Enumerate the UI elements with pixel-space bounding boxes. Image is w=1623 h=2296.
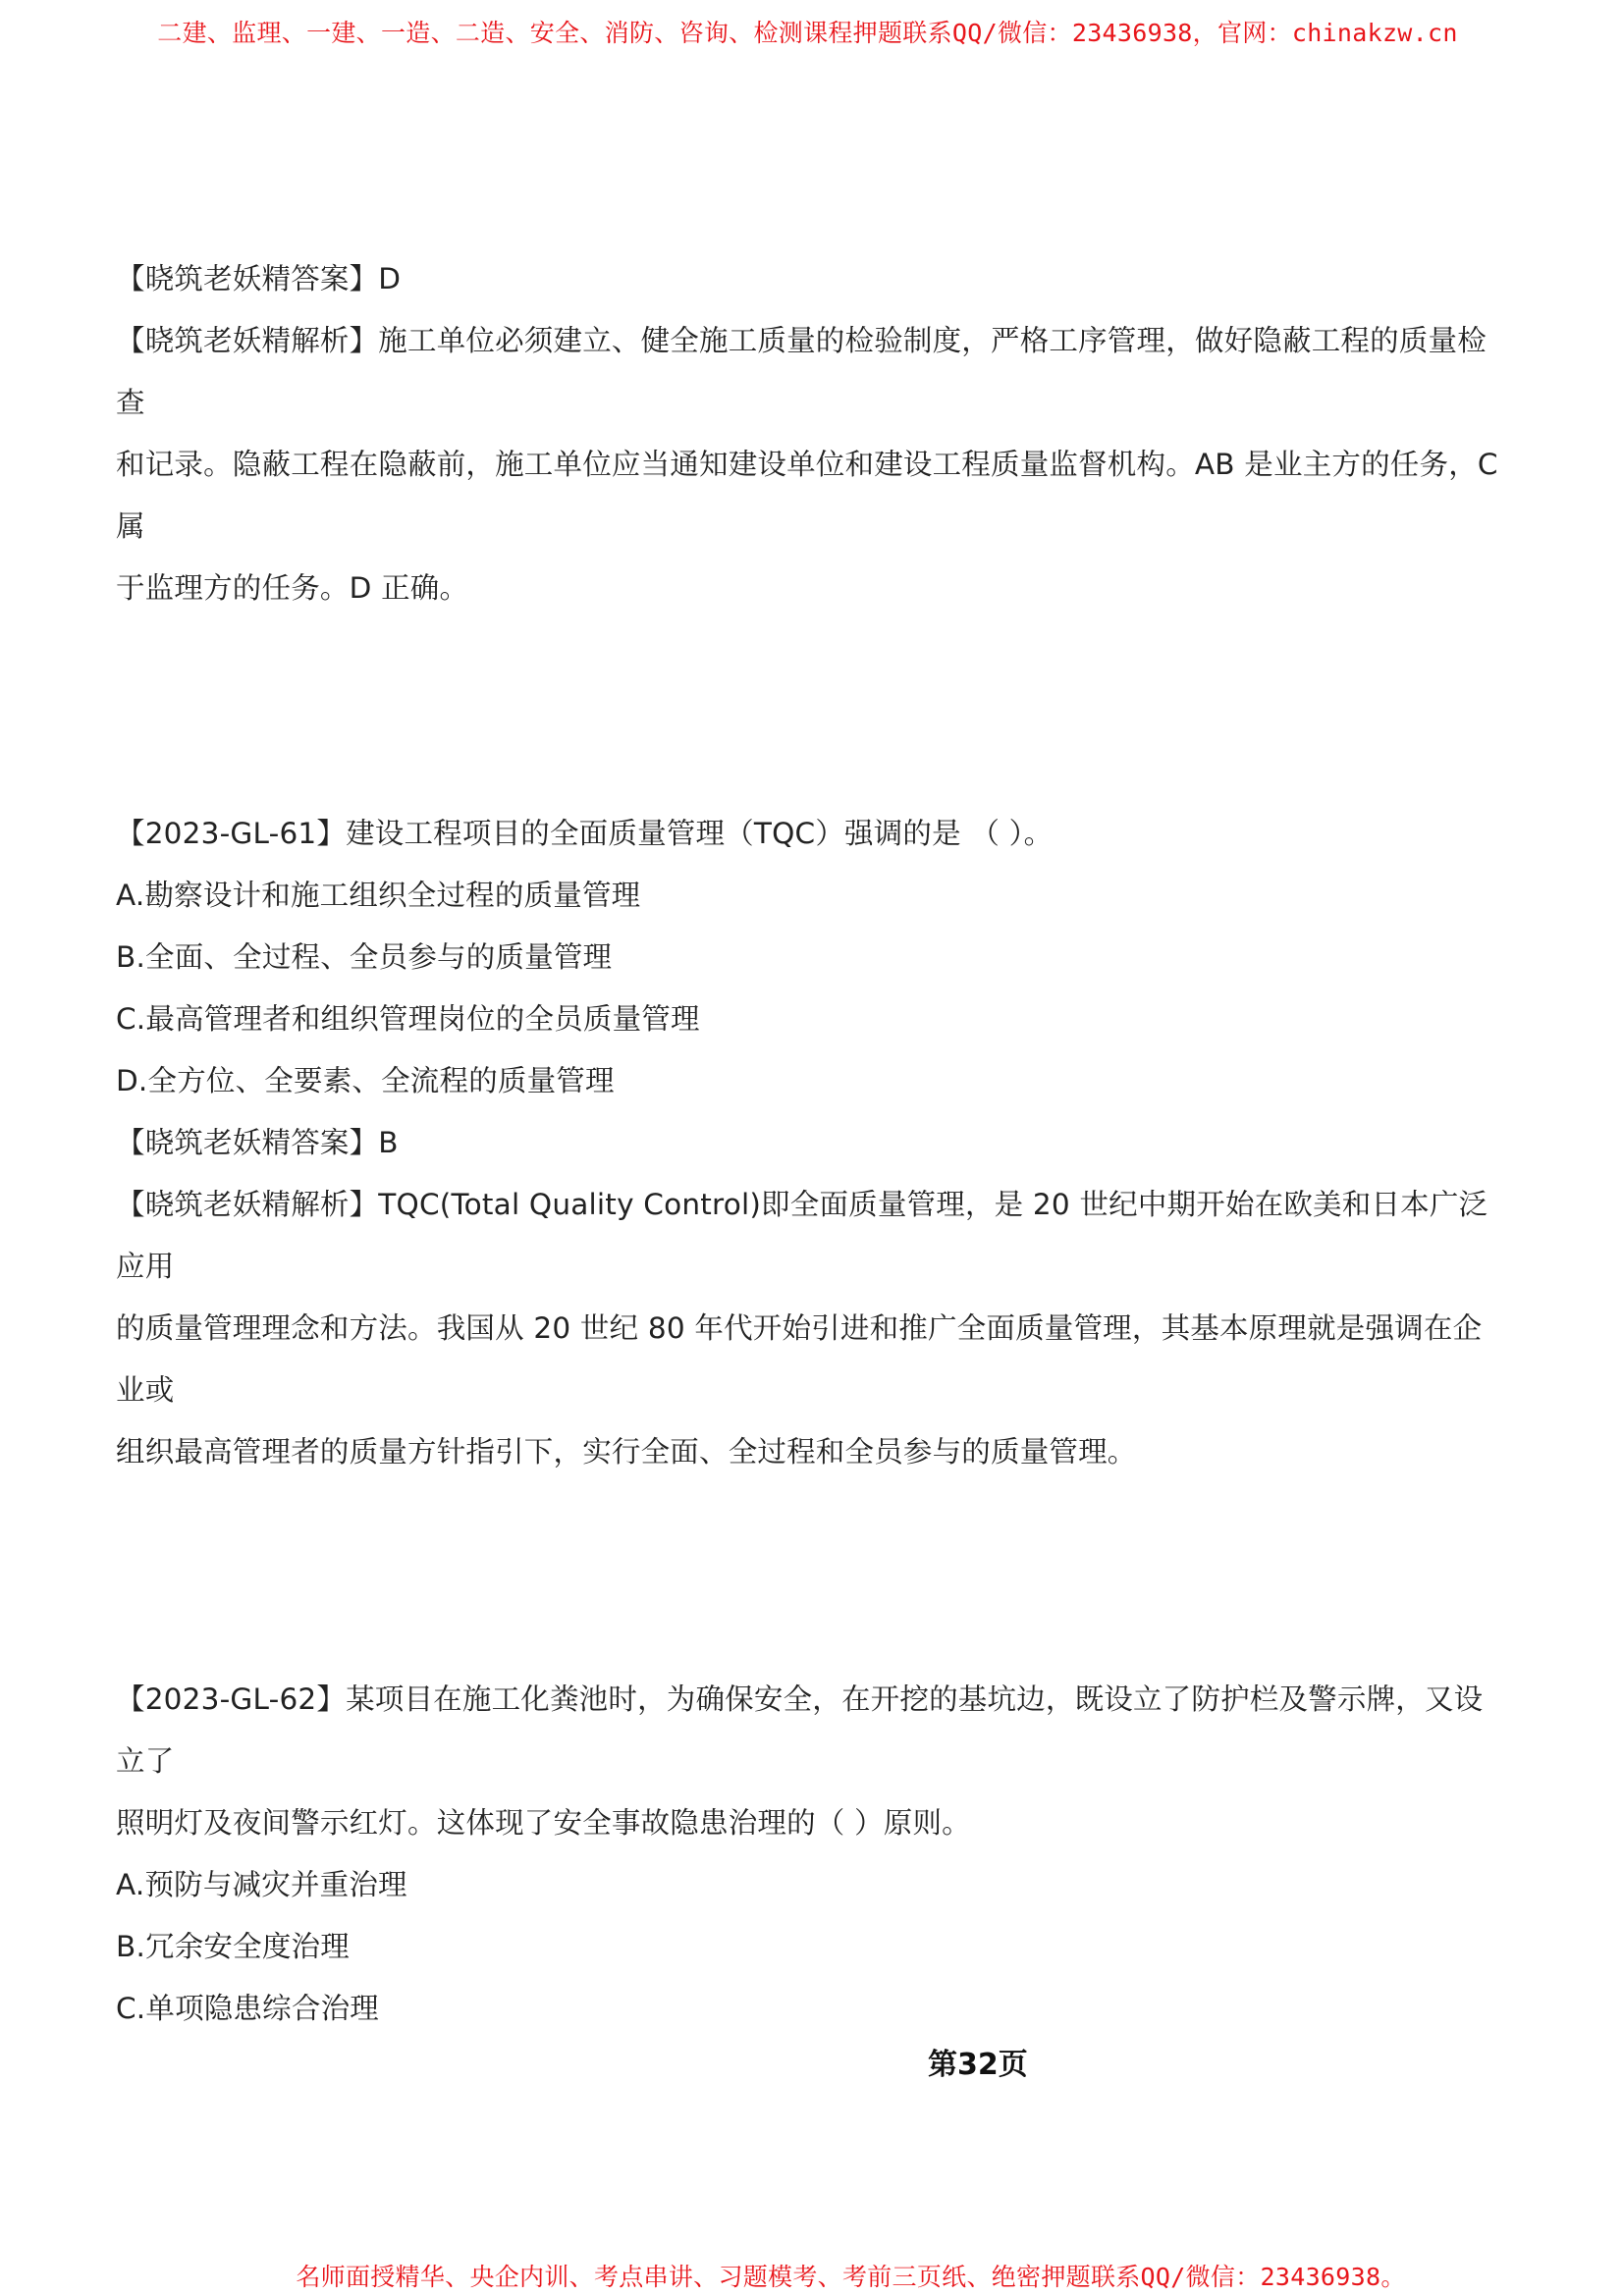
question-stem: 【2023-GL-61】建设工程项目的全面质量管理（TQC）强调的是 （ ）。	[116, 817, 1054, 850]
option-b: B.冗余安全度治理	[116, 1930, 350, 1963]
question-62	[116, 1669, 1510, 2040]
option-b: B.全面、全过程、全员参与的质量管理	[116, 940, 613, 974]
analysis-line: 于监理方的任务。D 正确。	[116, 571, 469, 605]
analysis-line: 【晓筑老妖精解析】TQC(Total Quality Control)即全面质量管理，是 20 世纪中期开始在欧美和日本广泛应用	[116, 1188, 1488, 1283]
answer-block-previous-question	[116, 248, 1510, 619]
answer-line: 【晓筑老妖精答案】B	[116, 1126, 399, 1159]
option-c: C.单项隐患综合治理	[116, 1992, 379, 2025]
header-banner: 二建、监理、一建、一造、二造、安全、消防、咨询、检测课程押题联系QQ/微信：23436938，官网：chinakzw.cn	[157, 19, 1458, 47]
question-stem: 【2023-GL-62】某项目在施工化粪池时，为确保安全，在开挖的基坑边，既设立了防护栏及警示牌，又设立了	[116, 1682, 1484, 1778]
option-c: C.最高管理者和组织管理岗位的全员质量管理	[116, 1002, 700, 1036]
page-number: 第32页	[928, 2048, 1028, 2082]
option-a: A.预防与减灾并重治理	[116, 1868, 407, 1901]
analysis-line: 【晓筑老妖精解析】施工单位必须建立、健全施工质量的检验制度，严格工序管理，做好隐蔽工程的质量检查	[116, 324, 1487, 419]
question-61	[116, 803, 1510, 1483]
footer-banner: 名师面授精华、央企内训、考点串讲、习题模考、考前三页纸、绝密押题联系QQ/微信：23436938。	[296, 2263, 1406, 2291]
option-d: D.全方位、全要素、全流程的质量管理	[116, 1064, 615, 1097]
answer-line: 【晓筑老妖精答案】D	[116, 262, 402, 295]
analysis-line: 组织最高管理者的质量方针指引下，实行全面、全过程和全员参与的质量管理。	[116, 1435, 1137, 1468]
option-a: A.勘察设计和施工组织全过程的质量管理	[116, 879, 641, 912]
question-stem: 照明灯及夜间警示红灯。这体现了安全事故隐患治理的（ ）原则。	[116, 1806, 971, 1840]
analysis-line: 和记录。隐蔽工程在隐蔽前，施工单位应当通知建设单位和建设工程质量监督机构。AB 是业主方的任务，C 属	[116, 448, 1498, 543]
analysis-line: 的质量管理理念和方法。我国从 20 世纪 80 年代开始引进和推广全面质量管理，其基本原理就是强调在企业或	[116, 1311, 1483, 1407]
